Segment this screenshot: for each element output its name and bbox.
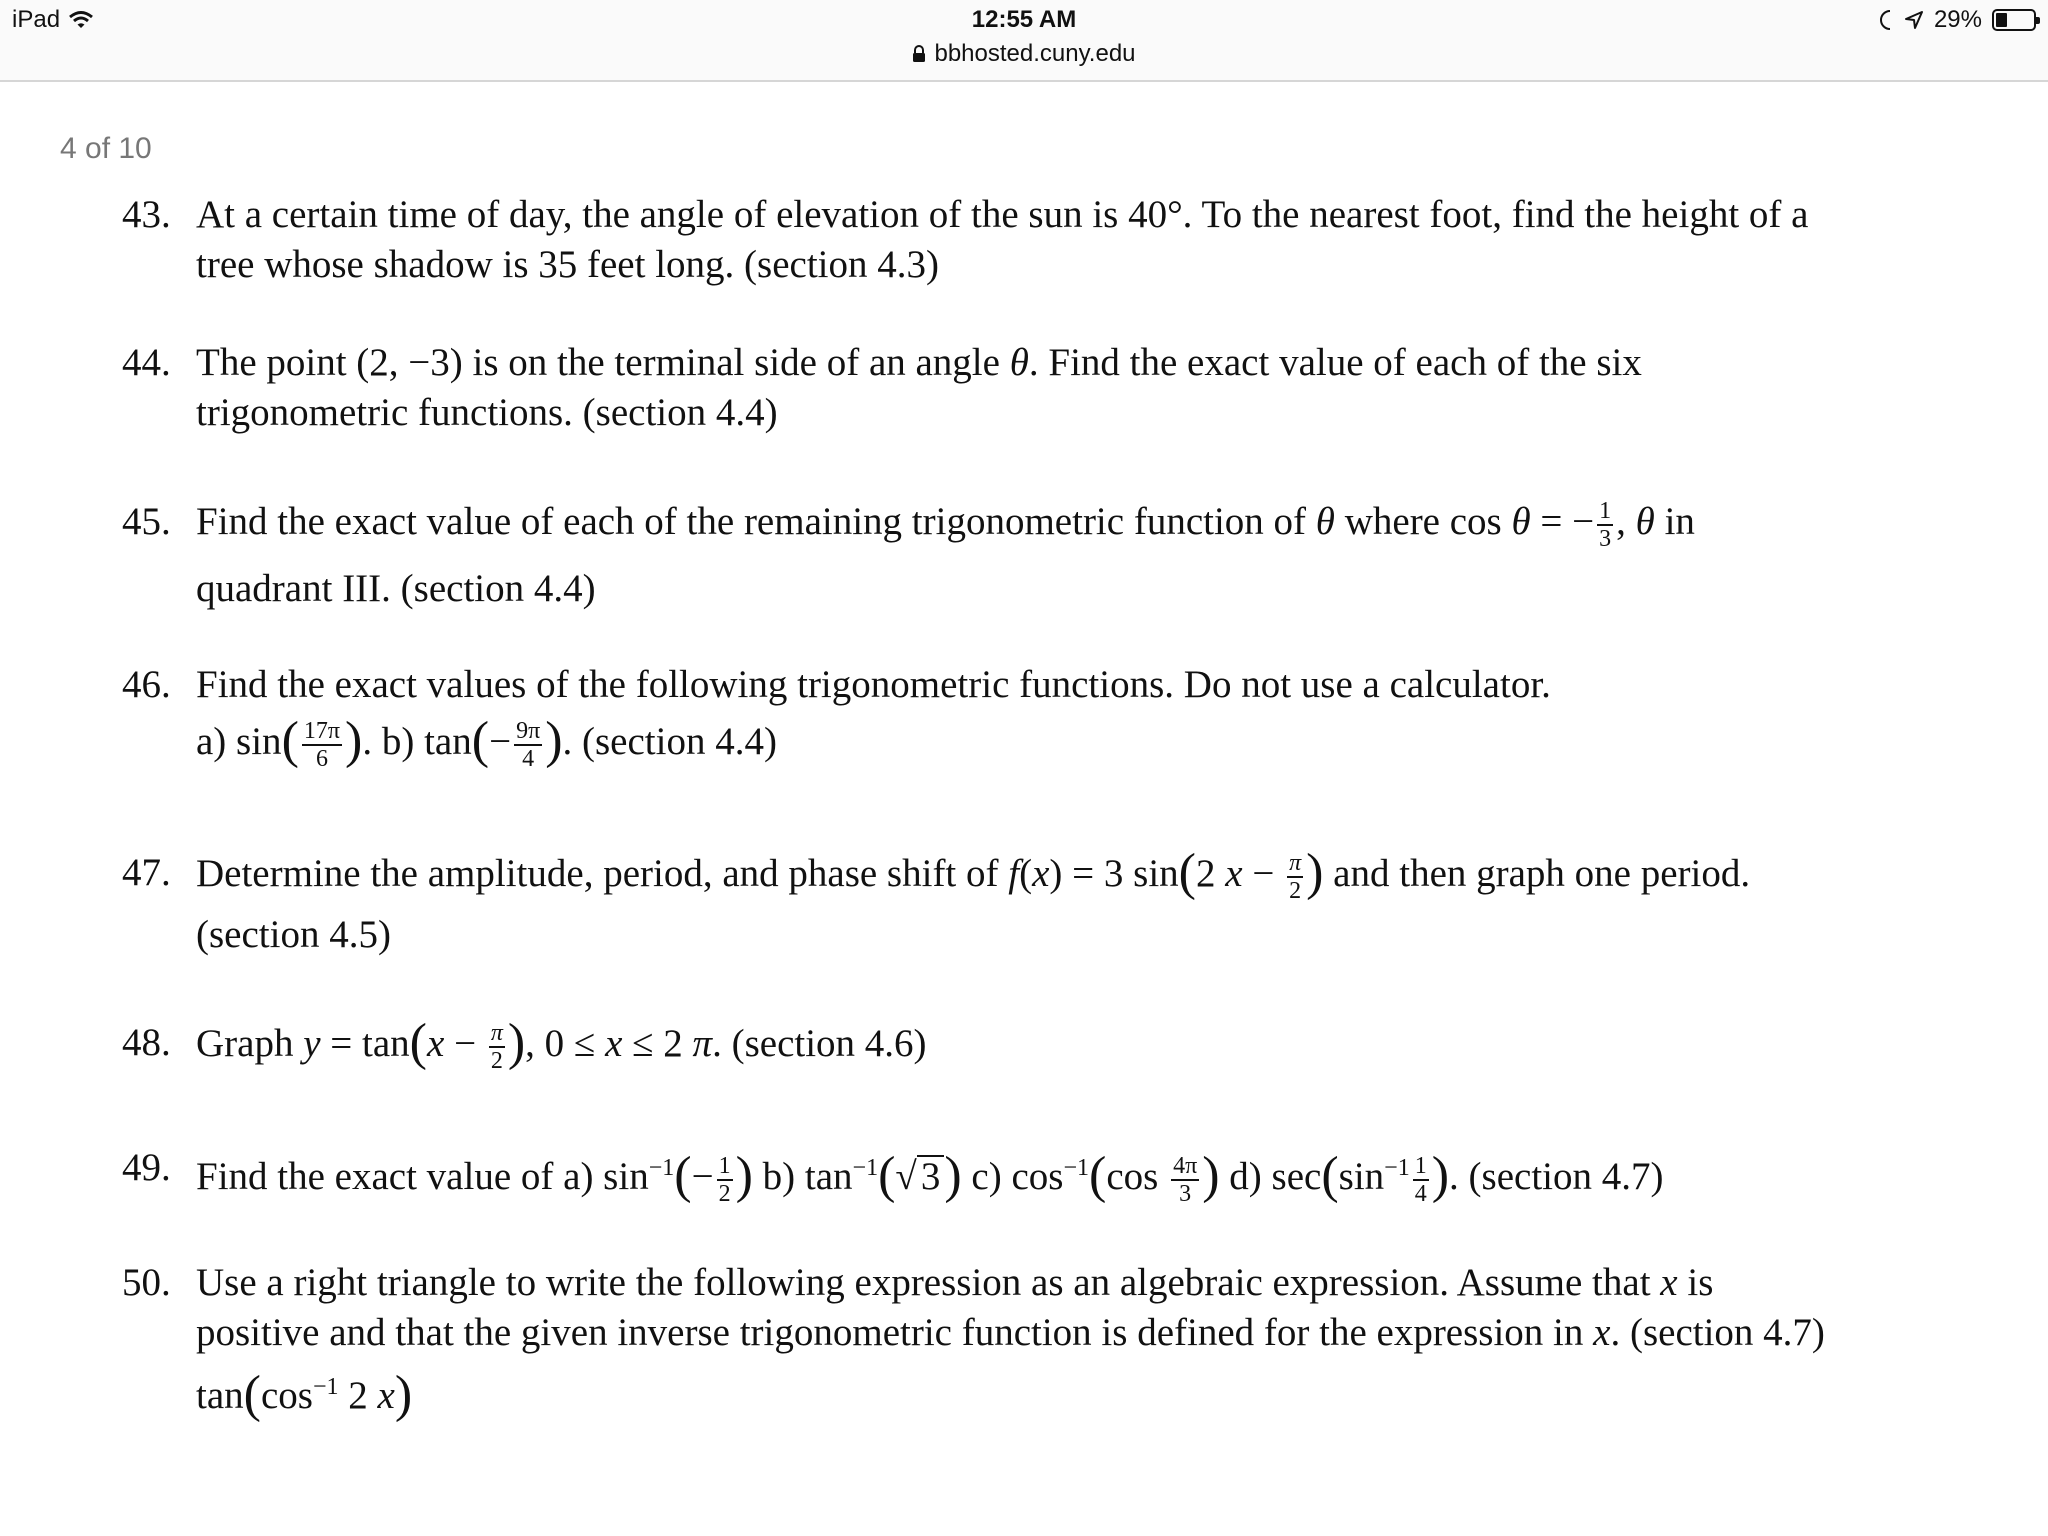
problem-text: At a certain time of day, the angle of elevation of the sun is 40°. To the nearest foot, find the height of a bbox=[196, 193, 1809, 236]
problem-number: 45. bbox=[122, 500, 171, 543]
problem-text: Find the exact value of a) $\sin^{-1}(-$ $\frac{1}{2}$ ) b) $\tan^{-1}(√$ 3) c) $\cos^{-1}(\cos$ $\frac{4\pi}{3}$ ) d) $\sec(\sin^{-1}$ $\frac{1}{4}$ ). (section 4.7) bbox=[196, 1147, 1664, 1208]
fraction: $\frac{17\pi}{6}$ bbox=[303, 718, 341, 773]
problem-text: $\tan(\cos^{-1}$ 2 x) bbox=[196, 1366, 413, 1423]
problem-49 bbox=[122, 1143, 1942, 1207]
problem-number: 50. bbox=[122, 1261, 171, 1304]
problem-48 bbox=[122, 1014, 1942, 1075]
device-label: iPad bbox=[12, 6, 61, 33]
problem-46 bbox=[122, 660, 1942, 772]
problem-text: Find the exact values of the following trigonometric functions. Do not use a calculator. bbox=[196, 663, 1551, 706]
fraction: $\frac{1}{2}$ bbox=[718, 1153, 731, 1208]
problem-number: 43. bbox=[122, 193, 171, 236]
lock-icon bbox=[912, 45, 926, 63]
fraction: $\frac{9\pi}{4}$ bbox=[516, 718, 541, 773]
problem-number: 46. bbox=[122, 663, 171, 706]
problem-text: Determine the amplitude, period, and phase shift of f(x) = 3 sin(2 x − $\frac{\pi}{2}$ ) and then graph one period. bbox=[196, 844, 1751, 905]
fraction: $\frac{4\pi}{3}$ bbox=[1173, 1153, 1198, 1208]
address-bar[interactable] bbox=[0, 40, 2048, 68]
fraction: $\frac{\pi}{2}$ bbox=[1289, 850, 1302, 905]
problem-number: 48. bbox=[122, 1021, 171, 1064]
problem-number: 44. bbox=[122, 341, 171, 384]
problem-text: a) sin( $\frac{17\pi}{6}$ ). b) tan(− $\frac{9\pi}{4}$ ). (section 4.4) bbox=[196, 712, 777, 773]
problem-text: Find the exact value of each of the remaining trigonometric function of θ where cos θ = − $\frac{1}{3}$ , θ in bbox=[196, 498, 1695, 553]
problem-44 bbox=[122, 338, 1942, 438]
problem-number: 49. bbox=[122, 1146, 171, 1189]
problem-text: positive and that the given inverse trigonometric function is defined for the expression in x. (section 4.7) bbox=[196, 1311, 1825, 1354]
location-icon bbox=[1904, 10, 1924, 30]
problem-number: 47. bbox=[122, 851, 171, 894]
square-root: 3 bbox=[917, 1155, 945, 1197]
problem-47 bbox=[122, 844, 1942, 960]
problem-50 bbox=[122, 1258, 1942, 1421]
problem-text: quadrant III. (section 4.4) bbox=[196, 567, 596, 611]
problem-text: tree whose shadow is 35 feet long. (section 4.3) bbox=[196, 243, 939, 286]
status-bar bbox=[0, 0, 2048, 82]
problem-43 bbox=[122, 190, 1942, 290]
url-text[interactable]: bbhosted.cuny.edu bbox=[934, 40, 1136, 67]
fraction: $\frac{1}{3}$ bbox=[1599, 498, 1612, 553]
problem-text: The point (2, −3) is on the terminal side of an angle θ. Find the exact value of each of the six bbox=[196, 341, 1642, 384]
problem-text: trigonometric functions. (section 4.4) bbox=[196, 391, 778, 434]
fraction: $\frac{\pi}{2}$ bbox=[490, 1020, 503, 1075]
fraction: $\frac{1}{4}$ bbox=[1414, 1153, 1427, 1208]
battery-icon bbox=[1992, 9, 2036, 31]
moon-icon bbox=[1876, 9, 1894, 31]
status-right bbox=[1876, 6, 2036, 34]
problem-text: Graph y = tan(x − $\frac{\pi}{2}$ ), 0 ≤ x ≤ 2 π. (section 4.6) bbox=[196, 1014, 927, 1075]
problem-45 bbox=[122, 497, 1942, 614]
page-indicator: 4 of 10 bbox=[60, 132, 152, 165]
problem-text: Use a right triangle to write the following expression as an algebraic expression. Assume that x is bbox=[196, 1261, 1714, 1304]
clock: 12:55 AM bbox=[971, 6, 1077, 33]
problem-text: (section 4.5) bbox=[196, 913, 391, 957]
battery-percent: 29% bbox=[1933, 6, 1982, 33]
